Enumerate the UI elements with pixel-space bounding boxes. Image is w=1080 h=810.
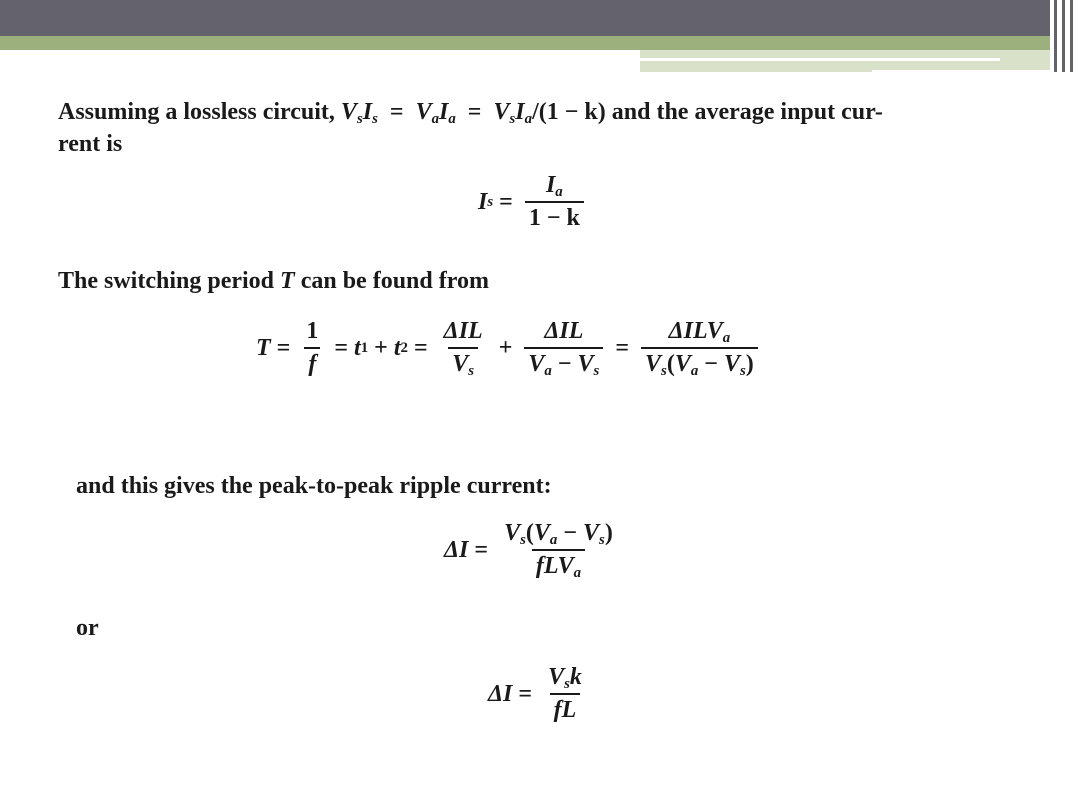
op: =	[518, 680, 533, 707]
paragraph-lossless-text: Assuming a lossless circuit,	[58, 99, 335, 125]
sym: I	[439, 99, 449, 125]
slide-accent-band	[640, 50, 1060, 72]
sym: a	[573, 565, 582, 582]
equation-ripple-current-simplified	[488, 664, 592, 724]
sym: f	[304, 347, 320, 378]
sym: s	[593, 363, 600, 380]
op: )	[604, 520, 613, 546]
corner-line	[1070, 0, 1073, 72]
op: =	[389, 99, 404, 125]
sym: V	[533, 520, 550, 546]
op: )	[745, 351, 754, 377]
sym: k	[569, 664, 582, 690]
sym: t	[393, 334, 401, 361]
sym: ΔI	[488, 680, 513, 707]
sym: (1 − k)	[538, 99, 606, 125]
sym: I	[362, 99, 373, 125]
sym: a	[431, 111, 440, 128]
sym: s	[468, 363, 475, 380]
paragraph-or: or	[76, 615, 99, 641]
op: =	[413, 334, 428, 361]
sym: a	[690, 363, 699, 380]
equation-input-current: I s = $\frac{I_a}{1 - k}$	[478, 172, 590, 232]
paragraph-ripple: and this gives the peak-to-peak ripple current:	[76, 473, 552, 499]
sym: I	[545, 172, 556, 198]
sym: ΔI	[444, 536, 469, 563]
sym: ΔILV	[668, 318, 723, 344]
op: −	[704, 351, 718, 377]
op: =	[615, 334, 630, 361]
sym: V	[577, 351, 594, 377]
op: (	[666, 351, 675, 377]
sym: V	[583, 520, 600, 546]
sym: V	[452, 351, 469, 377]
sym: V	[504, 520, 521, 546]
fraction	[440, 318, 487, 378]
text: and the average input cur-	[611, 99, 883, 125]
fraction	[544, 664, 586, 724]
op: +	[498, 334, 513, 361]
fraction	[525, 172, 584, 232]
equation-switching-period: T = $\frac{1}{f}$ = t 1 + t 2 = $\frac{\text{ΔIL}}{V_s}$ + $\frac{\text{ΔIL}}{V_a - V_s}$ = $\frac{\Delta ILV_a}{V_s(V_a - V_s)}$	[256, 318, 764, 378]
sym: V	[645, 351, 662, 377]
op: −	[563, 520, 578, 546]
corner-line	[1062, 0, 1065, 72]
slide-accent-line-2	[872, 70, 1052, 72]
sym: V	[528, 351, 545, 377]
sym: V	[548, 664, 565, 690]
sym: s	[372, 111, 378, 128]
sym: s	[564, 676, 570, 693]
sym: 1	[306, 318, 319, 344]
sym: s	[661, 363, 667, 380]
sym: I	[515, 99, 525, 125]
corner-line	[1054, 0, 1057, 72]
slide-accent-bar	[0, 36, 1050, 50]
sym: a	[448, 111, 456, 128]
sym: a	[555, 184, 563, 201]
slide-corner-decoration	[1050, 0, 1080, 72]
op: fL	[550, 693, 581, 724]
sym: a	[524, 111, 533, 128]
slide-accent-gap	[0, 50, 640, 60]
fraction	[302, 318, 322, 378]
text: The switching period	[58, 268, 275, 294]
op: +	[374, 334, 388, 361]
sym: t	[354, 334, 361, 361]
op: =	[467, 99, 482, 125]
sym: T	[256, 334, 271, 361]
op: (	[525, 520, 534, 546]
op: =	[334, 334, 349, 361]
slide-header-bar	[0, 0, 1080, 36]
op: =	[499, 188, 513, 215]
sym: s	[509, 111, 516, 128]
sym: V	[340, 99, 357, 125]
sym: I	[478, 188, 488, 215]
op: −	[557, 351, 572, 377]
fraction	[500, 520, 617, 580]
fraction	[641, 318, 758, 378]
sym: 1 − k	[528, 205, 580, 231]
sym: a	[549, 532, 558, 549]
text: can be found from	[300, 268, 489, 294]
sym: a	[544, 363, 552, 380]
sym: s	[599, 532, 605, 549]
sym: ΔIL	[443, 318, 483, 344]
sym: s	[356, 111, 363, 128]
sym: s	[520, 532, 526, 549]
sym: ΔIL	[544, 318, 584, 344]
slide-accent-line	[640, 58, 1000, 61]
equation-ripple-current	[444, 520, 623, 580]
sym: s	[739, 363, 746, 380]
sym: T	[280, 268, 295, 294]
text: rent is	[58, 131, 123, 157]
sym: a	[722, 330, 731, 347]
paragraph-lossless	[58, 96, 1038, 160]
sym: V	[493, 99, 510, 125]
op: /	[532, 99, 539, 125]
op: =	[474, 536, 489, 563]
sym: V	[415, 99, 432, 125]
op: fLV	[535, 553, 574, 579]
fraction	[524, 318, 603, 378]
paragraph-switching-period	[58, 265, 489, 297]
sym: V	[723, 351, 740, 377]
sym: V	[674, 351, 691, 377]
op: =	[276, 334, 291, 361]
